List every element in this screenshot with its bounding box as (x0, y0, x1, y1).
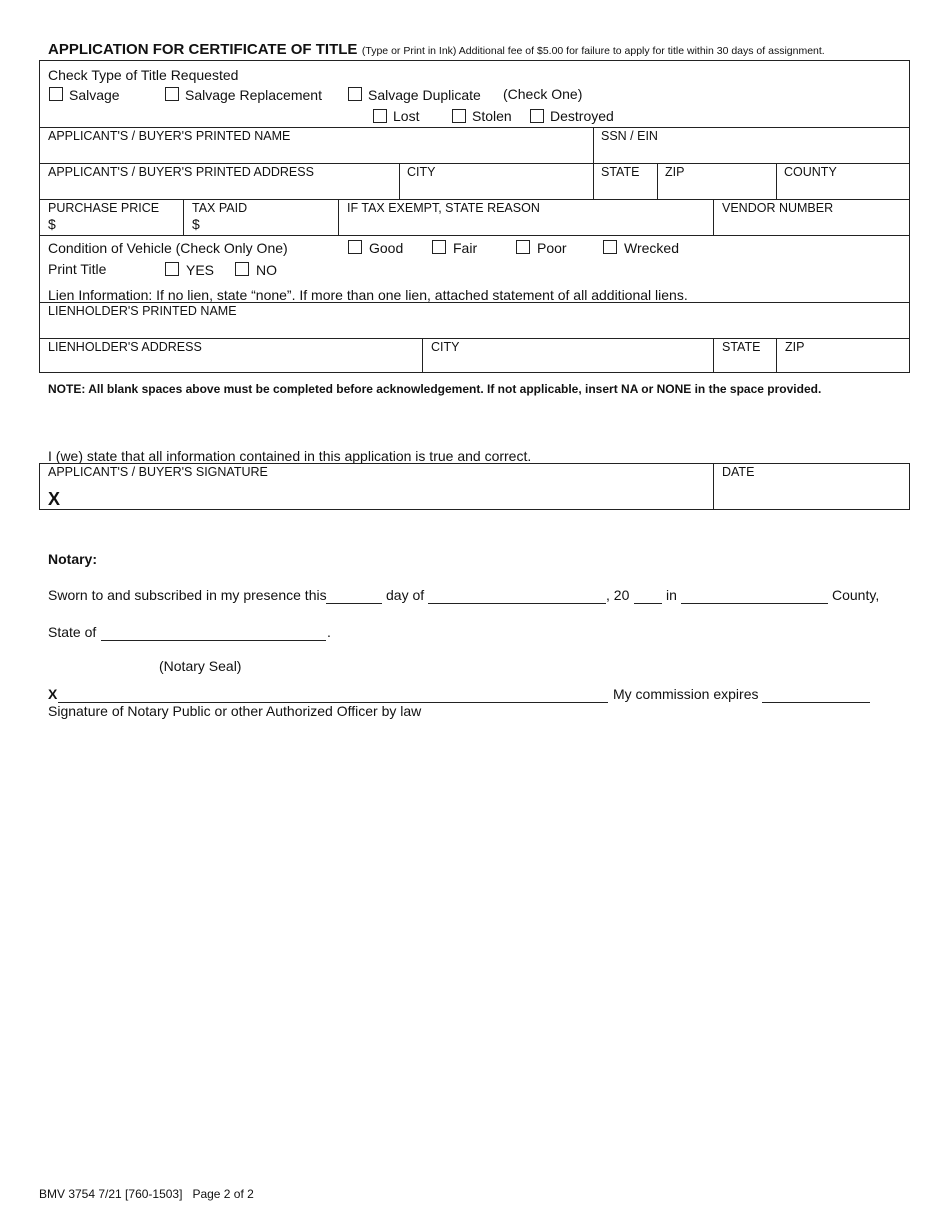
destroyed-checkbox[interactable] (530, 109, 544, 123)
applicant-zip-label: ZIP (665, 165, 685, 179)
tax-paid-currency: $ (192, 216, 200, 232)
condition-good-label: Good (369, 240, 404, 256)
applicant-county-field[interactable] (782, 179, 908, 197)
print-title-no-checkbox[interactable] (235, 262, 249, 276)
col-divider (713, 463, 714, 510)
salvage-replacement-checkbox[interactable] (165, 87, 179, 101)
col-divider (713, 199, 714, 235)
lienholder-address-field[interactable] (46, 354, 421, 371)
condition-good-checkbox[interactable] (348, 240, 362, 254)
condition-fair-checkbox[interactable] (432, 240, 446, 254)
row-divider (39, 338, 910, 339)
lienholder-state-label: STATE (722, 340, 761, 354)
col-divider (183, 199, 184, 235)
purchase-price-label: PURCHASE PRICE (48, 201, 160, 215)
completion-note: NOTE: All blank spaces above must be completed before acknowledgement. If not applicable, insert NA or NONE in the space provided. (48, 382, 822, 396)
notary-signature-field[interactable] (58, 686, 608, 703)
salvage-replacement-label: Salvage Replacement (185, 87, 322, 103)
vendor-number-label: VENDOR NUMBER (722, 201, 834, 215)
stolen-checkbox[interactable] (452, 109, 466, 123)
lost-checkbox[interactable] (373, 109, 387, 123)
row-divider (39, 127, 910, 128)
col-divider (422, 338, 423, 373)
lienholder-city-field[interactable] (429, 354, 712, 371)
notary-year-field[interactable] (634, 587, 662, 604)
sworn-text: Sworn to and subscribed in my presence this (48, 587, 327, 603)
salvage-duplicate-label: Salvage Duplicate (368, 87, 481, 103)
vendor-number-field[interactable] (720, 216, 908, 233)
form-footer: BMV 3754 7/21 [760-1503] Page 2 of 2 (39, 1187, 254, 1201)
signature-date-field[interactable] (720, 484, 908, 504)
year-prefix-text: , 20 (606, 587, 630, 603)
applicant-name-field[interactable] (46, 143, 590, 161)
applicant-signature-field[interactable] (66, 482, 706, 506)
truth-statement: I (we) state that all information contained in this application is true and correct. (48, 448, 532, 464)
col-divider (776, 338, 777, 373)
lienholder-zip-field[interactable] (783, 354, 908, 371)
form-header (48, 41, 825, 59)
state-of-text: State of (48, 624, 97, 640)
destroyed-label: Destroyed (550, 108, 614, 124)
col-divider (776, 163, 777, 199)
applicant-address-label: APPLICANT'S / BUYER'S PRINTED ADDRESS (48, 165, 314, 179)
applicant-state-field[interactable] (599, 179, 656, 197)
notary-county-field[interactable] (681, 587, 828, 604)
tax-paid-field[interactable] (202, 216, 337, 233)
row-divider (39, 199, 910, 200)
salvage-checkbox[interactable] (49, 87, 63, 101)
applicant-zip-field[interactable] (663, 179, 775, 197)
condition-poor-label: Poor (537, 240, 567, 256)
condition-poor-checkbox[interactable] (516, 240, 530, 254)
signature-date-label: DATE (722, 465, 755, 479)
print-title-yes-label: YES (186, 262, 215, 278)
check-one-note: (Check One) (503, 86, 583, 102)
notary-signature-x-mark: X (48, 686, 58, 702)
col-divider (593, 127, 594, 199)
condition-fair-label: Fair (453, 240, 478, 256)
lienholder-zip-label: ZIP (785, 340, 805, 354)
stolen-label: Stolen (472, 108, 512, 124)
lienholder-city-label: CITY (431, 340, 460, 354)
print-title-no-label: NO (256, 262, 277, 278)
lien-info-text: Lien Information: If no lien, state “none”. If more than one lien, attached statement of all additional liens. (48, 287, 688, 303)
col-divider (399, 163, 400, 199)
col-divider (657, 163, 658, 199)
form-subtitle: (Type or Print in Ink) Additional fee of $5.00 for failure to apply for title within 30 days of assignment. (361, 45, 825, 57)
applicant-state-label: STATE (601, 165, 640, 179)
commission-text: My commission expires (613, 686, 759, 702)
condition-wrecked-label: Wrecked (624, 240, 679, 256)
condition-wrecked-checkbox[interactable] (603, 240, 617, 254)
tax-exempt-label: IF TAX EXEMPT, STATE REASON (347, 201, 540, 215)
lienholder-address-label: LIENHOLDER'S ADDRESS (48, 340, 202, 354)
salvage-duplicate-checkbox[interactable] (348, 87, 362, 101)
print-title-yes-checkbox[interactable] (165, 262, 179, 276)
notary-signature-caption: Signature of Notary Public or other Authorized Officer by law (48, 703, 422, 719)
lienholder-name-field[interactable] (46, 318, 908, 336)
ssn-field[interactable] (599, 143, 908, 161)
purchase-price-currency: $ (48, 216, 56, 232)
applicant-city-field[interactable] (405, 179, 592, 197)
applicant-name-label: APPLICANT'S / BUYER'S PRINTED NAME (48, 129, 291, 143)
print-title-label: Print Title (48, 261, 107, 277)
ssn-label: SSN / EIN (601, 129, 658, 143)
salvage-label: Salvage (69, 87, 120, 103)
notary-seal-text: (Notary Seal) (159, 658, 242, 674)
county-text: County, (832, 587, 880, 603)
col-divider (713, 338, 714, 373)
lost-label: Lost (393, 108, 420, 124)
notary-heading: Notary: (48, 551, 98, 567)
notary-month-field[interactable] (428, 587, 606, 604)
row-divider (39, 163, 910, 164)
notary-day-field[interactable] (326, 587, 382, 604)
applicant-address-field[interactable] (46, 179, 398, 197)
tax-exempt-field[interactable] (345, 216, 712, 233)
tax-paid-label: TAX PAID (192, 201, 248, 215)
commission-expires-field[interactable] (762, 686, 870, 703)
lienholder-state-field[interactable] (720, 354, 775, 371)
applicant-city-label: CITY (407, 165, 436, 179)
day-of-text: day of (386, 587, 425, 603)
condition-label: Condition of Vehicle (Check Only One) (48, 240, 288, 256)
applicant-county-label: COUNTY (784, 165, 837, 179)
signature-x-mark: X (48, 489, 61, 509)
purchase-price-field[interactable] (58, 216, 182, 233)
notary-state-field[interactable] (101, 624, 326, 641)
state-period: . (327, 624, 331, 640)
in-text: in (666, 587, 677, 603)
applicant-signature-label: APPLICANT'S / BUYER'S SIGNATURE (48, 465, 268, 479)
col-divider (338, 199, 339, 235)
title-type-heading: Check Type of Title Requested (48, 67, 239, 83)
form-title: APPLICATION FOR CERTIFICATE OF TITLE (48, 41, 358, 58)
lienholder-name-label: LIENHOLDER'S PRINTED NAME (48, 304, 237, 318)
row-divider (39, 235, 910, 236)
